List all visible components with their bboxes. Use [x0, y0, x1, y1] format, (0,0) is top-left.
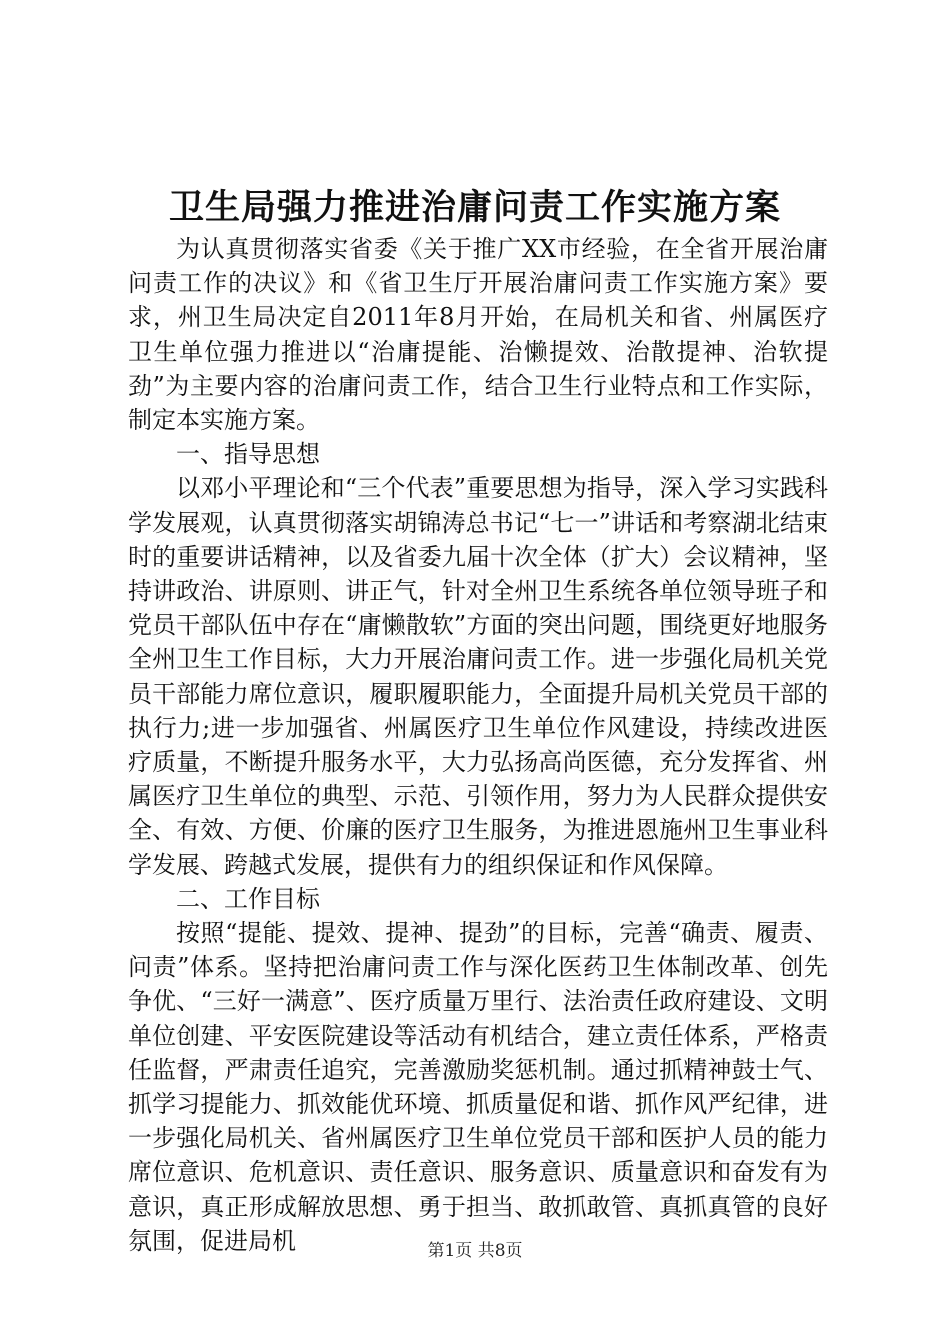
section-heading-guiding-ideology: 一、指导思想	[176, 440, 320, 469]
document-body	[128, 232, 828, 1258]
guiding-ideology-paragraph: 以邓小平理论和“三个代表”重要思想为指导，深入学习实践科学发展观，认真贯彻落实胡锦涛总书记“七一”讲话和考察湖北结束时的重要讲话精神，以及省委九届十次全体（扩大）会议精神，坚持讲政治、讲原则、讲正气，针对全州卫生系统各单位领导班子和党员干部队伍中存在“庸懒散软”方面的突出问题，围绕更好地服务全州卫生工作目标，大力开展治庸问责工作。进一步强化局机关党员干部能力席位意识，履职履职能力，全面提升局机关党员干部的执行力;进一步加强省、州属医疗卫生单位作风建设，持续改进医疗质量，不断提升服务水平，大力弘扬高尚医德，充分发挥省、州属医疗卫生单位的典型、示范、引领作用，努力为人民群众提供安全、有效、方便、价廉的医疗卫生服务，为推进恩施州卫生事业科学发展、跨越式发展，提供有力的组织保证和作风保障。	[128, 474, 828, 879]
page-number-footer: 第1页 共8页	[427, 1241, 523, 1261]
document-title: 卫生局强力推进治庸问责工作实施方案	[168, 187, 781, 228]
section-heading-work-goals: 二、工作目标	[176, 884, 320, 913]
work-goals-paragraph: 按照“提能、提效、提神、提劲”的目标，完善“确责、履责、问责”体系。坚持把治庸问责工作与深化医药卫生体制改革、创先争优、“三好一满意”、医疗质量万里行、法治责任政府建设、文明单位创建、平安医院建设等活动有机结合，建立责任体系，严格责任监督，严肃责任追究，完善激励奖惩机制。通过抓精神鼓士气、抓学习提能力、抓效能优环境、抓质量促和谐、抓作风严纪律，进一步强化局机关、省州属医疗卫生单位党员干部和医护人员的能力席位意识、危机意识、责任意识、服务意识、质量意识和奋发有为意识，真正形成解放思想、勇于担当、敢抓敢管、真抓真管的良好氛围，促进局机	[128, 919, 828, 1255]
intro-paragraph: 为认真贯彻落实省委《关于推广XX市经验，在全省开展治庸问责工作的决议》和《省卫生厅开展治庸问责工作实施方案》要求，州卫生局决定自2011年8月开始，在局机关和省、州属医疗卫生单位强力推进以“治庸提能、治懒提效、治散提神、治软提劲”为主要内容的治庸问责工作，结合卫生行业特点和工作实际，制定本实施方案。	[128, 235, 828, 435]
